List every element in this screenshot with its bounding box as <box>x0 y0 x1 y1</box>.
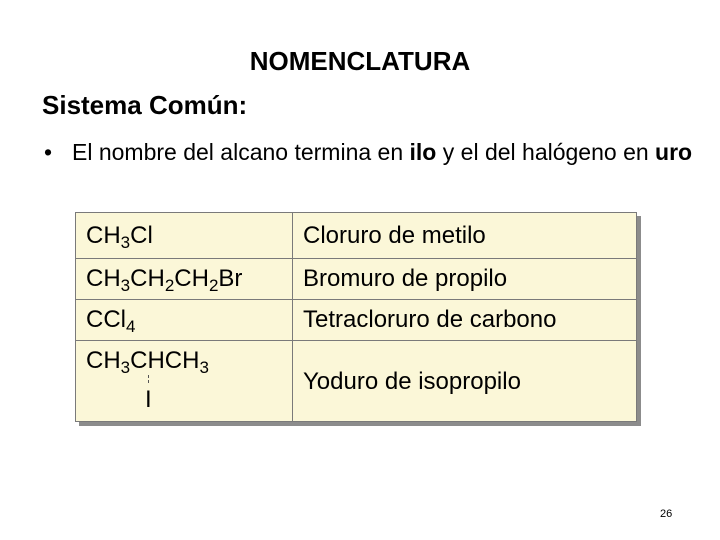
nomenclature-table <box>75 212 637 422</box>
slide-title: NOMENCLATURA <box>249 46 471 76</box>
table-row-divider <box>76 258 636 259</box>
bullet-item <box>44 137 694 167</box>
formula-ccl4: CCl$_4$ <box>86 306 136 336</box>
table-row-divider <box>76 299 636 300</box>
bullet-icon: • <box>44 139 53 165</box>
bullet-text <box>72 137 694 167</box>
page-number: 26 <box>660 508 673 520</box>
name-bromuro-de-propilo: Bromuro de propilo <box>303 265 508 292</box>
table-row-divider <box>76 340 636 341</box>
iodine-substituent: I <box>145 386 152 413</box>
bullet-text-part2: y el del halógeno en <box>436 139 656 165</box>
name-yoduro-de-isopropilo: Yoduro de isopropilo <box>303 368 521 395</box>
name-cloruro-de-metilo: Cloruro de metilo <box>303 222 486 249</box>
formula-ch3ch2ch2br: $CH_3CH_2CH_2Br$ <box>86 265 243 295</box>
bond-line <box>148 375 150 383</box>
bullet-text-bold-ilo: ilo <box>409 139 437 165</box>
formula-ch3chch3: $CH_3CHCH_3$ <box>86 347 209 377</box>
formula-ch3cl: $CH_3Cl$ <box>86 222 153 252</box>
table-column-divider <box>292 213 293 421</box>
bullet-text-part1: El nombre del alcano termina en <box>72 139 410 165</box>
bullet-text-bold-uro: uro <box>655 139 693 165</box>
slide-subtitle: Sistema Común: <box>42 90 248 120</box>
name-tetracloruro-de-carbono: Tetracloruro de carbono <box>303 306 557 333</box>
